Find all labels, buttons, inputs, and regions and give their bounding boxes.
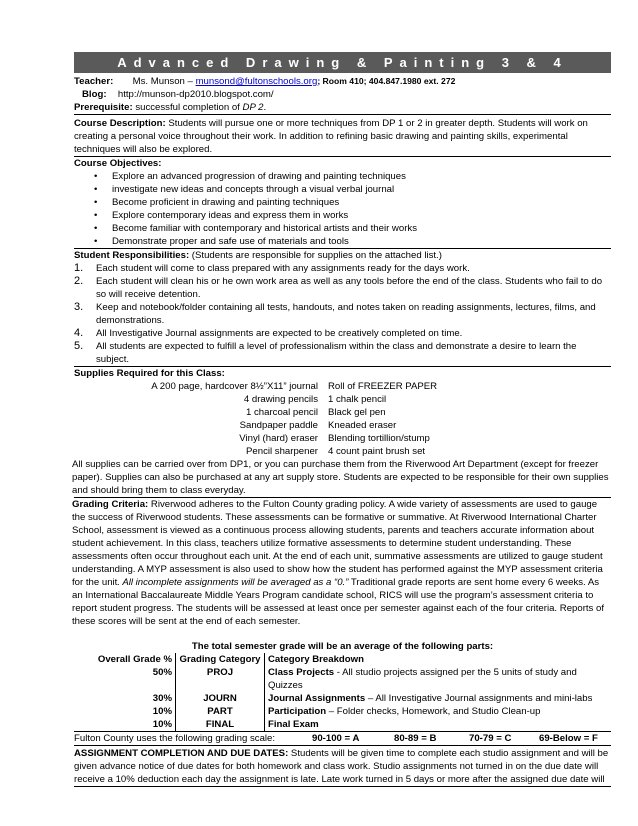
list-item: • Demonstrate proper and safe use of materials and tools bbox=[112, 235, 611, 248]
blog-url: http://munson-dp2010.blogspot.com/ bbox=[117, 89, 274, 100]
objectives-label: Course Objectives: bbox=[74, 158, 162, 169]
grade-table-section bbox=[74, 640, 611, 731]
grade-f: 69-Below = F bbox=[539, 733, 598, 744]
grade-table bbox=[74, 653, 611, 731]
course-description bbox=[74, 115, 611, 157]
list-item: 1. Each student will come to class prepared with any assignments ready for the days work. bbox=[74, 262, 470, 274]
prerequisite-label: Prerequisite: bbox=[74, 102, 133, 113]
supply-item: 4 count paint brush set bbox=[328, 446, 426, 457]
blog-line bbox=[74, 88, 611, 101]
supply-item: Blending tortillion/stump bbox=[328, 433, 430, 444]
teacher-name: Ms. Munson – bbox=[132, 76, 196, 87]
supply-item: Kneaded eraser bbox=[328, 420, 397, 431]
course-description-text: Students will pursue one or more techniques from DP 1 or 2 in greater depth. Students will work on creating a personal voice throughout their work. In addition to refining basic drawing and painting skills, experimental techniques will also be explored. bbox=[74, 118, 588, 155]
responsibilities-list bbox=[74, 262, 611, 366]
list-item: 3. Keep and notebook/folder containing all tests, handouts, and notes taken on reading assignments, lectures, films, and demonstrations. bbox=[74, 301, 596, 326]
document-page bbox=[74, 52, 611, 787]
supply-item: Sandpaper paddle bbox=[239, 420, 318, 431]
supplies-label: Supplies Required for this Class: bbox=[74, 368, 225, 379]
table-row: 10% FINAL Final Exam bbox=[74, 718, 611, 731]
table-row: 10% PART Participation – Folder checks, Homework, and Studio Clean-up bbox=[74, 705, 611, 718]
prerequisite-line: Prerequisite: successful completion of DP 2. bbox=[74, 101, 611, 115]
assignment-completion: ASSIGNMENT COMPLETION AND DUE DATES: Students will be given time to complete each studio assignment and will be given advance notice of due dates for both homework and class work. Studio assignments not turned in on the due date will receive a 10% deduction each day the assignment is late. Late work turned in 5 days or more after the assigned due date will bbox=[74, 746, 611, 787]
assignment-label: ASSIGNMENT COMPLETION AND DUE DATES: bbox=[74, 748, 289, 759]
course-objectives bbox=[74, 157, 611, 249]
responsibilities-label: Student Responsibilities: bbox=[74, 250, 190, 261]
list-item: 2. Each student will clean his or he own work area as well as any tools before the end of the class. Students who fail to do so will receive detention. bbox=[74, 275, 603, 300]
supplies-note: All supplies can be carried over from DP1, or you can purchase them from the Riverwood Art Department (except for freezer paper). Supplies can also be purchased at any art supply store. Students are expected to be responsible for their own supplies and should bring them to class everyday. bbox=[72, 459, 609, 496]
list-item: • Explore contemporary ideas and express them in works bbox=[112, 209, 611, 222]
table-row: 30% JOURN Journal Assignments – All Investigative Journal assignments and mini-labs bbox=[74, 692, 611, 705]
prerequisite-course: DP 2 bbox=[242, 102, 264, 113]
supply-item: Black gel pen bbox=[328, 407, 386, 418]
grading-criteria: Grading Criteria: Riverwood adheres to the Fulton County grading policy. A wide variety of assessments are used to gauge the success of Riverwood students. These assessments can be formative or summative. At Riverwood International Charter School, assessment is viewed as a continuous process allowing students, parents and teachers accurate information about student achievement. In this class, teachers utilize formative assessments to determine student understanding. These assessments often occur throughout each unit. At the end of each unit, summative assessments are utilized to gauge student understanding. A MYP assessment is also used to show how the student has performed against the MYP assessment criteria for the unit. All incomplete assignments will be averaged as a “0.” Traditional grade reports are sent home every 6 weeks. As an International Baccalaureate Middle Years Program candidate school, RICS will use the program’s assessment criteria to report student progress. The students will be assessed at least once per semester against each of the four criteria. Reports of these scores will be sent at the end of each semester. bbox=[72, 499, 605, 627]
grading-label: Grading Criteria: bbox=[72, 499, 149, 510]
supply-item: 1 chalk pencil bbox=[328, 394, 387, 405]
teacher-label: Teacher bbox=[74, 76, 111, 87]
list-item: • Become familiar with contemporary and historical artists and their works bbox=[112, 222, 611, 235]
supplies-list bbox=[74, 380, 611, 458]
list-item: • investigate new ideas and concepts through a visual verbal journal bbox=[112, 183, 611, 196]
supply-item: Vinyl (hard) eraser bbox=[239, 433, 318, 444]
list-item: • Explore an advanced progression of drawing and painting techniques bbox=[112, 170, 611, 183]
table-row: 50% PROJ Class Projects - All studio projects assigned per the 5 units of study and Quizzes bbox=[74, 666, 611, 692]
list-item: • Become proficient in drawing and painting techniques bbox=[112, 196, 611, 209]
supply-item: Roll of FREEZER PAPER bbox=[328, 381, 438, 392]
grade-b: 80-89 = B bbox=[394, 733, 437, 744]
supplies-section bbox=[74, 367, 611, 498]
objectives-list bbox=[74, 170, 611, 248]
course-title-banner: Advanced Drawing & Painting 3 & 4 bbox=[74, 52, 611, 73]
grading-scale-label: Fulton County uses the following grading scale: bbox=[74, 733, 276, 744]
supply-item: 4 drawing pencils bbox=[243, 394, 318, 405]
course-description-label: Course Description: bbox=[74, 118, 166, 129]
list-item: 5. All students are expected to fulfill a level of professionalism within the class and demonstrate a desire to learn the subject. bbox=[74, 340, 577, 365]
supply-item: Pencil sharpener bbox=[246, 446, 318, 457]
grade-a: 90-100 = A bbox=[312, 733, 360, 744]
grade-c: 70-79 = C bbox=[469, 733, 512, 744]
teacher-room-phone: ; Room 410; 404.847.1980 ext. 272 bbox=[317, 76, 456, 86]
blog-label: Blog: bbox=[82, 89, 107, 100]
teacher-line: Teacher: Ms. Munson – munsond@fultonschools.org; Room 410; 404.847.1980 ext. 272 bbox=[74, 76, 456, 87]
teacher-email-link[interactable]: munsond@fultonschools.org bbox=[195, 76, 318, 87]
table-row: Overall Grade % Grading Category Category Breakdown bbox=[74, 653, 611, 666]
grade-table-caption: The total semester grade will be an average of the following parts: bbox=[191, 641, 494, 652]
student-responsibilities: Student Responsibilities: (Students are responsible for supplies on the attached list.) 1. Each student will come to class prepared with any assignments ready for the days work. 2. Each student will clean his or he own work area as well as any tools before the end of the class. Students who fail to do so will receive detention. 3. Keep and notebook/folder containing all tests, handouts, and notes taken on reading assignments, lectures, films, and demonstrations. 4. All Investigative Journal assignments are expected to be creatively completed on time. 5. All students are expected to fulfill a level of professionalism within the class and demonstrate a desire to learn the subject. bbox=[74, 249, 611, 367]
list-item: 4. All Investigative Journal assignments are expected to be creatively completed on time. bbox=[74, 327, 463, 339]
supply-item: 1 charcoal pencil bbox=[246, 407, 318, 418]
grading-scale bbox=[74, 731, 611, 746]
supply-item: A 200 page, hardcover 8½”X11” journal bbox=[151, 381, 318, 392]
